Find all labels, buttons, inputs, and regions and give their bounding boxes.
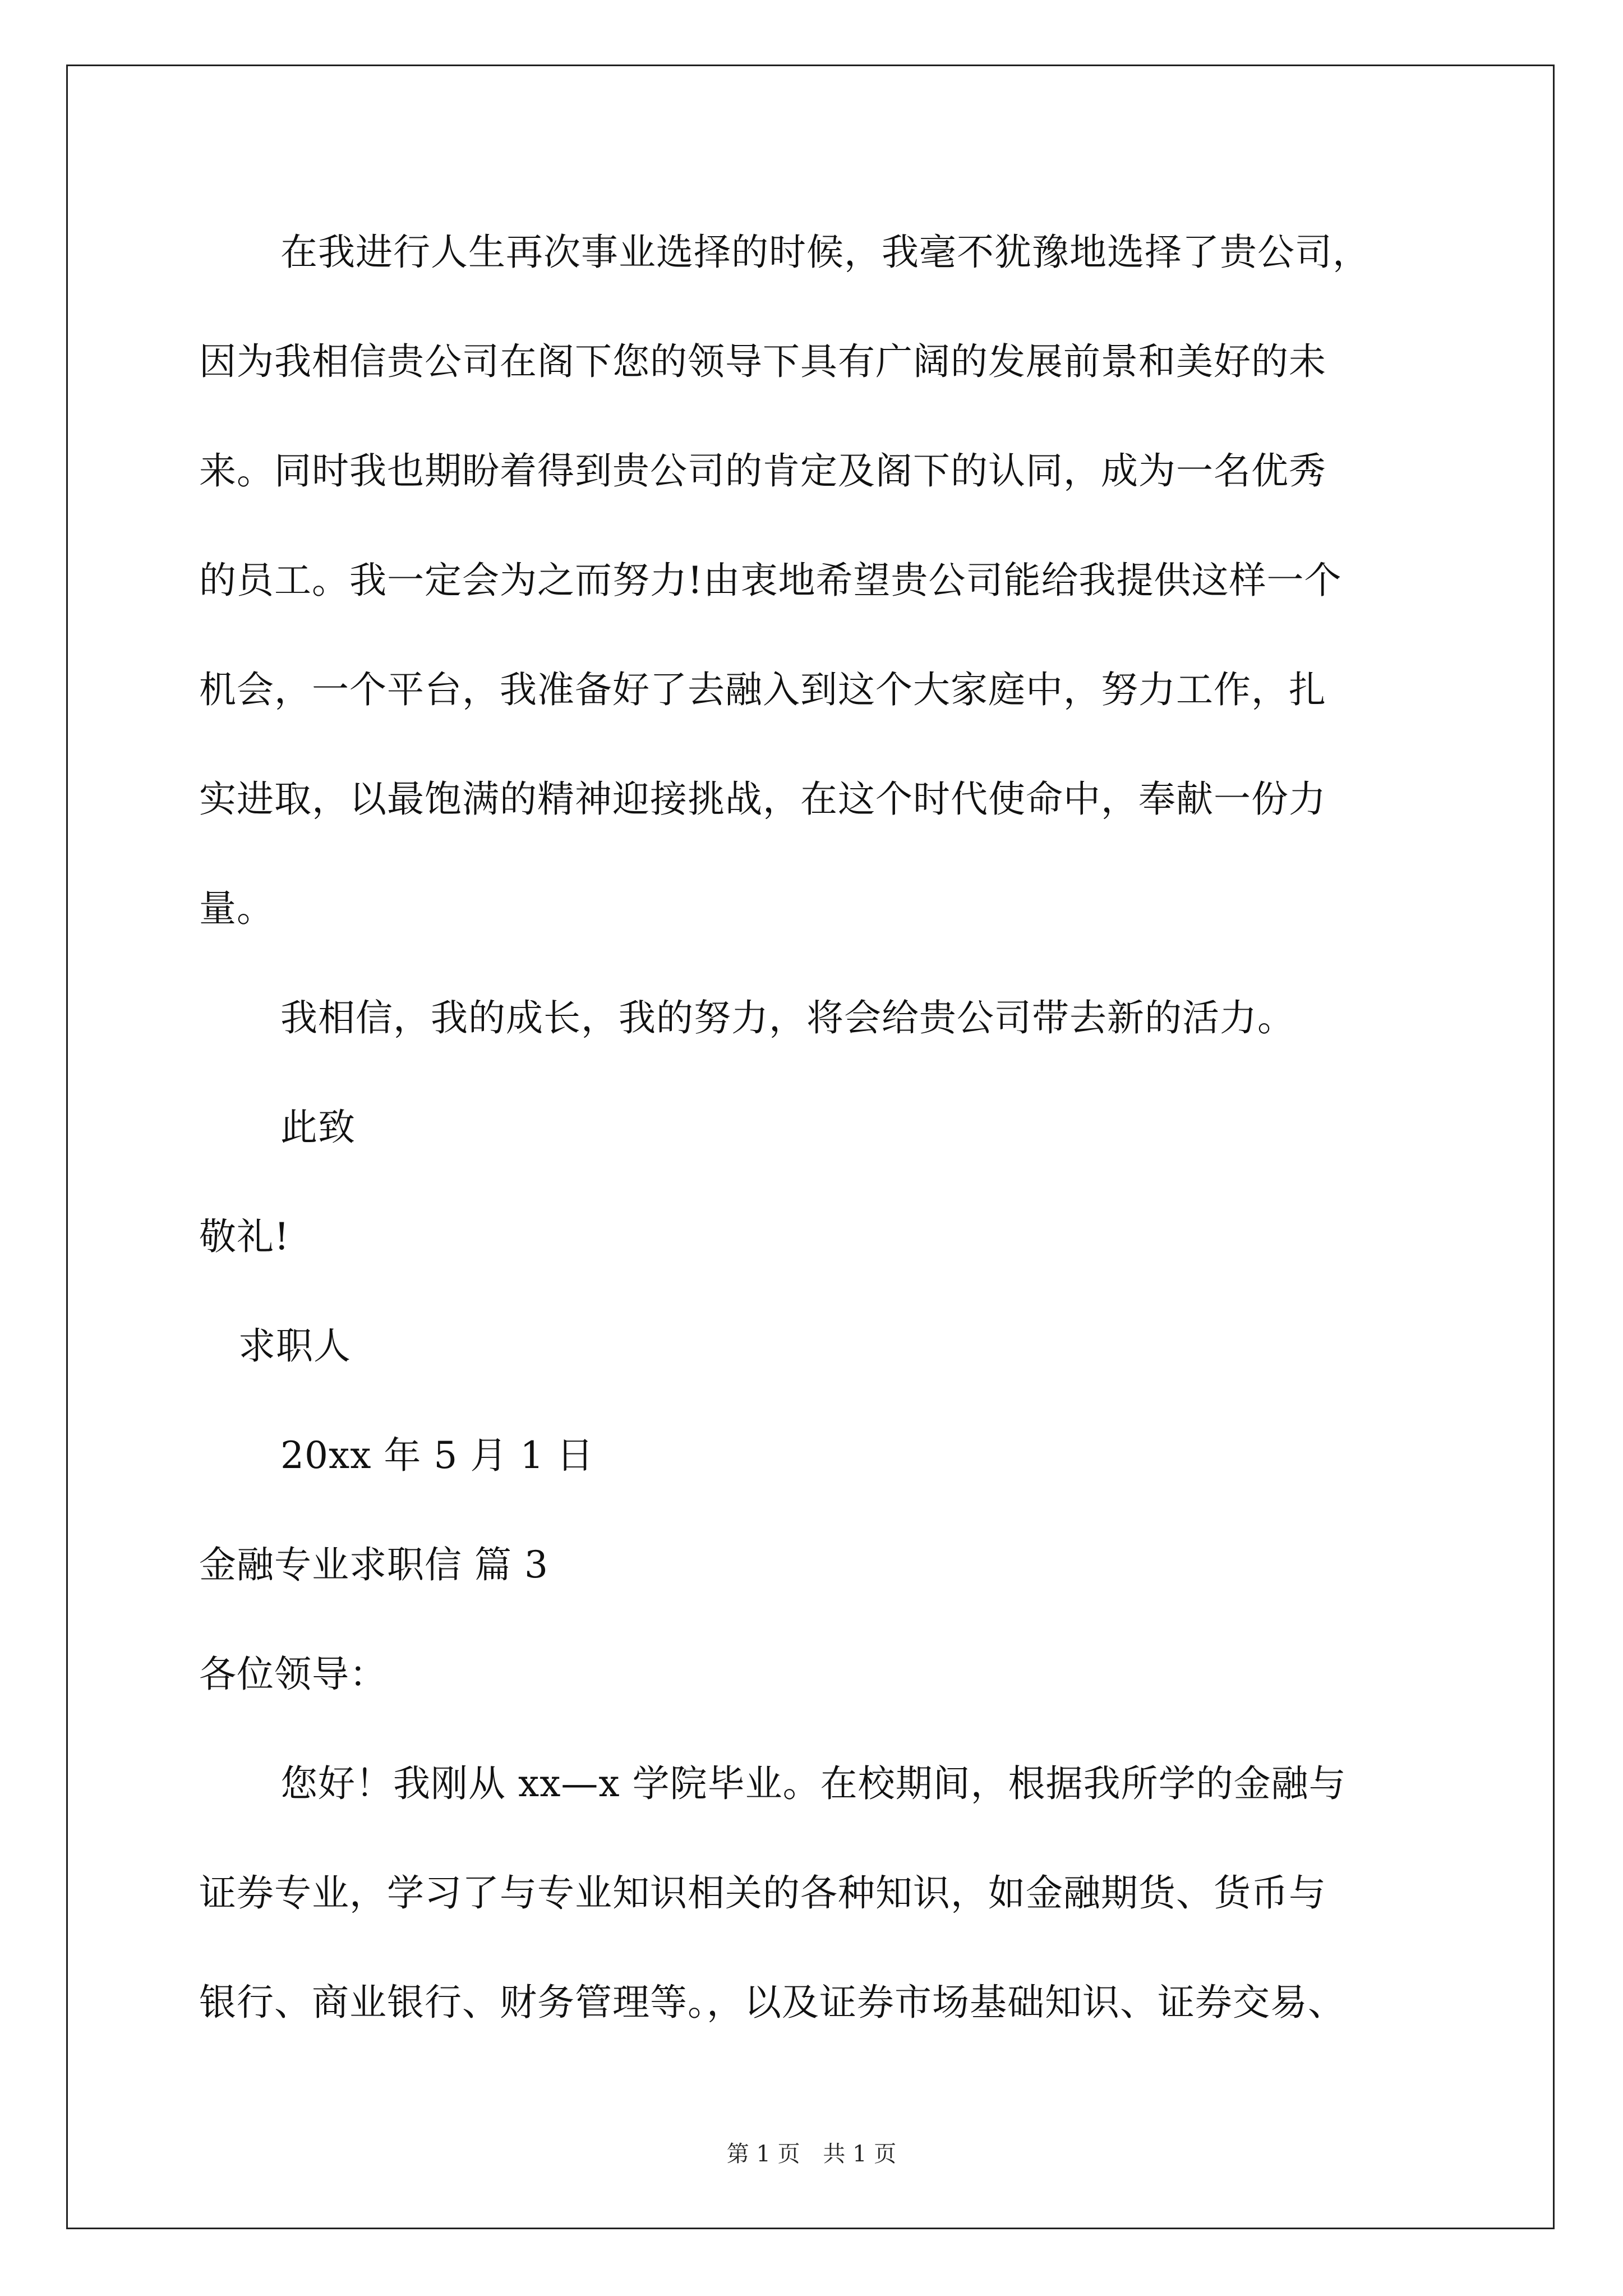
page-total: 共 1 页 [823, 2141, 897, 2167]
greeting: 各位领导： [199, 1653, 387, 1696]
paragraph-line: 我相信，我的成长，我的努力，将会给贵公司带去新的活力。 [280, 996, 1295, 1039]
paragraph-line: 您好！我刚从 xx—x 学院毕业。在校期间，根据我所学的金融与 [280, 1762, 1347, 1805]
page-number: 第 1 页 [726, 2141, 800, 2167]
signature-label: 求职人 [238, 1324, 351, 1368]
closing-salutation: 此致 [280, 1106, 356, 1149]
paragraph-line: 来。同时我也期盼着得到贵公司的肯定及阁下的认同，成为一名优秀 [199, 449, 1326, 493]
paragraph-line: 在我进行人生再次事业选择的时候，我毫不犹豫地选择了贵公司， [280, 231, 1370, 274]
paragraph-line: 实进取，以最饱满的精神迎接挑战，在这个时代使命中，奉献一份力 [199, 777, 1326, 821]
closing-regards: 敬礼! [199, 1215, 290, 1258]
paragraph-line: 因为我相信贵公司在阁下您的领导下具有广阔的发展前景和美好的未 [199, 340, 1326, 383]
paragraph-line: 量。 [199, 887, 274, 930]
paragraph-line: 机会，一个平台，我准备好了去融入到这个大家庭中，努力工作，扎 [199, 668, 1326, 711]
paragraph-line: 证券专业，学习了与专业知识相关的各种知识，如金融期货、货币与 [199, 1871, 1326, 1915]
section-title: 金融专业求职信 篇 3 [199, 1543, 548, 1586]
paragraph-line: 的员工。我一定会为之而努力!由衷地希望贵公司能给我提供这样一个 [199, 559, 1342, 602]
paragraph-line: 银行、商业银行、财务管理等。，以及证券市场基础知识、证券交易、 [199, 1981, 1345, 2024]
letter-date: 20xx 年 5 月 1 日 [280, 1434, 594, 1477]
page-footer [0, 2140, 1623, 2168]
